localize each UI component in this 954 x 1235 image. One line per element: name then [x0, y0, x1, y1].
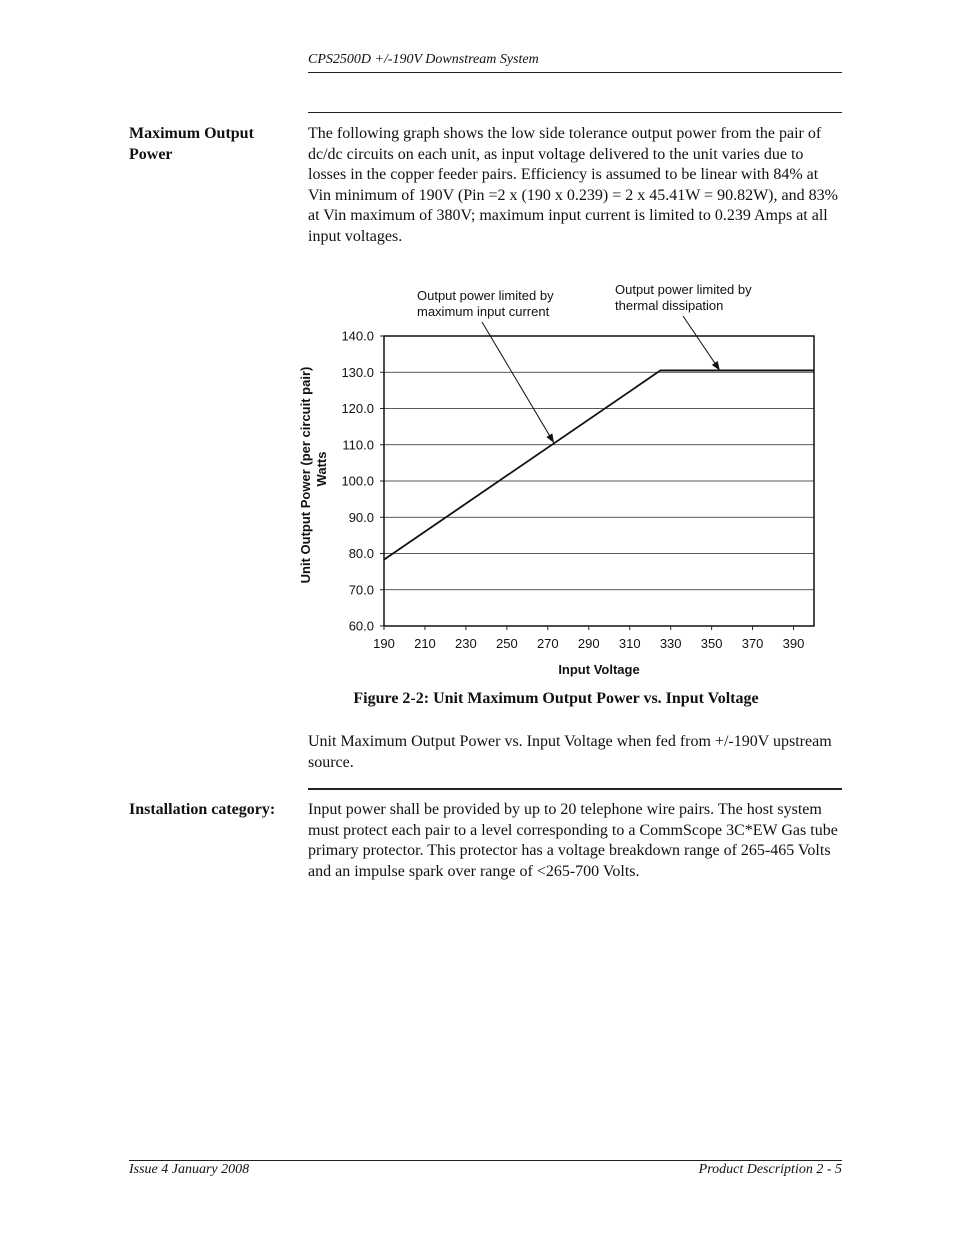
- y-tick-label: 60.0: [348, 618, 374, 634]
- chart-grid: [384, 336, 814, 626]
- y-tick-label: 110.0: [342, 437, 374, 453]
- installation-paragraph: Input power shall be provided by up to 20 telephone wire pairs. The host system must protect each pair to a level corresponding to a CommScope 3C*EW Gas tube primary protector. This protector has a voltage breakdown range of 265-465 Volts and an impulse spark over range of <265-700 Volts.: [308, 801, 838, 880]
- x-tick-label: 290: [577, 636, 600, 651]
- annotation-arrowhead: [546, 433, 554, 443]
- annotation-leader: [482, 322, 554, 443]
- header-rule: [308, 72, 842, 73]
- section-rule-top: [308, 112, 842, 113]
- y-tick-label: 130.0: [341, 364, 374, 380]
- x-tick-label: 310: [618, 636, 641, 651]
- y-axis-unit-label: Watts: [314, 451, 329, 487]
- annotation-text: thermal dissipation: [615, 298, 724, 313]
- y-tick-label: 80.0: [348, 546, 374, 561]
- installation-heading: Installation category:: [129, 801, 276, 818]
- x-tick-label: 230: [455, 636, 477, 651]
- y-axis-label: Unit Output Power (per circuit pair): [298, 366, 313, 584]
- y-tick-label: 70.0: [348, 582, 374, 598]
- max-output-paragraph: The following graph shows the low side tolerance output power from the pair of dc/dc circuits on each unit, as input voltage delivered to the unit varies due to losses in the copper feeder pairs. Efficiency is assumed to be linear with 84% at Vin minimum of 190V (Pin =2 x (190 x 0.239) = 2 x 45.41W = 90.82W), and 83% at Vin maximum of 380V; maximum input current is limited to 0.239 Amps at all input voltages.: [308, 125, 838, 245]
- max-output-heading: Maximum Output Power: [129, 125, 254, 163]
- figure-caption: Figure 2-2: Unit Maximum Output Power vs. Input Voltage: [353, 690, 759, 707]
- annotation-text: Output power limited by: [417, 288, 554, 303]
- after-figure-paragraph: Unit Maximum Output Power vs. Input Voltage when fed from +/-190V upstream source.: [308, 733, 832, 771]
- output-power-chart: [290, 270, 830, 685]
- y-tick-label: 100.0: [341, 473, 374, 489]
- annotation-arrowhead: [712, 361, 720, 370]
- annotation-text: Output power limited by: [615, 282, 752, 297]
- footer-issue: Issue 4 January 2008: [129, 1162, 250, 1177]
- x-tick-label: 330: [659, 636, 682, 651]
- x-tick-label: 210: [414, 636, 436, 651]
- footer-rule: [129, 1160, 842, 1161]
- chart-annotations: [417, 282, 752, 443]
- series-line: [384, 370, 814, 559]
- x-tick-label: 370: [741, 636, 764, 651]
- x-tick-label: 270: [536, 636, 559, 651]
- y-tick-label: 90.0: [348, 509, 374, 525]
- x-tick-label: 350: [700, 636, 723, 651]
- y-tick-label: 140.0: [341, 328, 374, 344]
- x-tick-label: 390: [782, 636, 805, 651]
- section-rule-installation: [308, 788, 842, 790]
- chart-axes: [298, 329, 814, 678]
- x-tick-label: 190: [373, 636, 395, 651]
- y-tick-label: 120.0: [341, 401, 374, 416]
- annotation-text: maximum input current: [417, 304, 550, 319]
- chart-series: [384, 370, 814, 559]
- running-header: CPS2500D +/-190V Downstream System: [308, 52, 539, 67]
- x-tick-label: 250: [496, 636, 518, 651]
- footer-page: Product Description 2 - 5: [698, 1162, 842, 1177]
- annotation-leader: [683, 316, 720, 370]
- x-axis-label: Input Voltage: [558, 662, 640, 677]
